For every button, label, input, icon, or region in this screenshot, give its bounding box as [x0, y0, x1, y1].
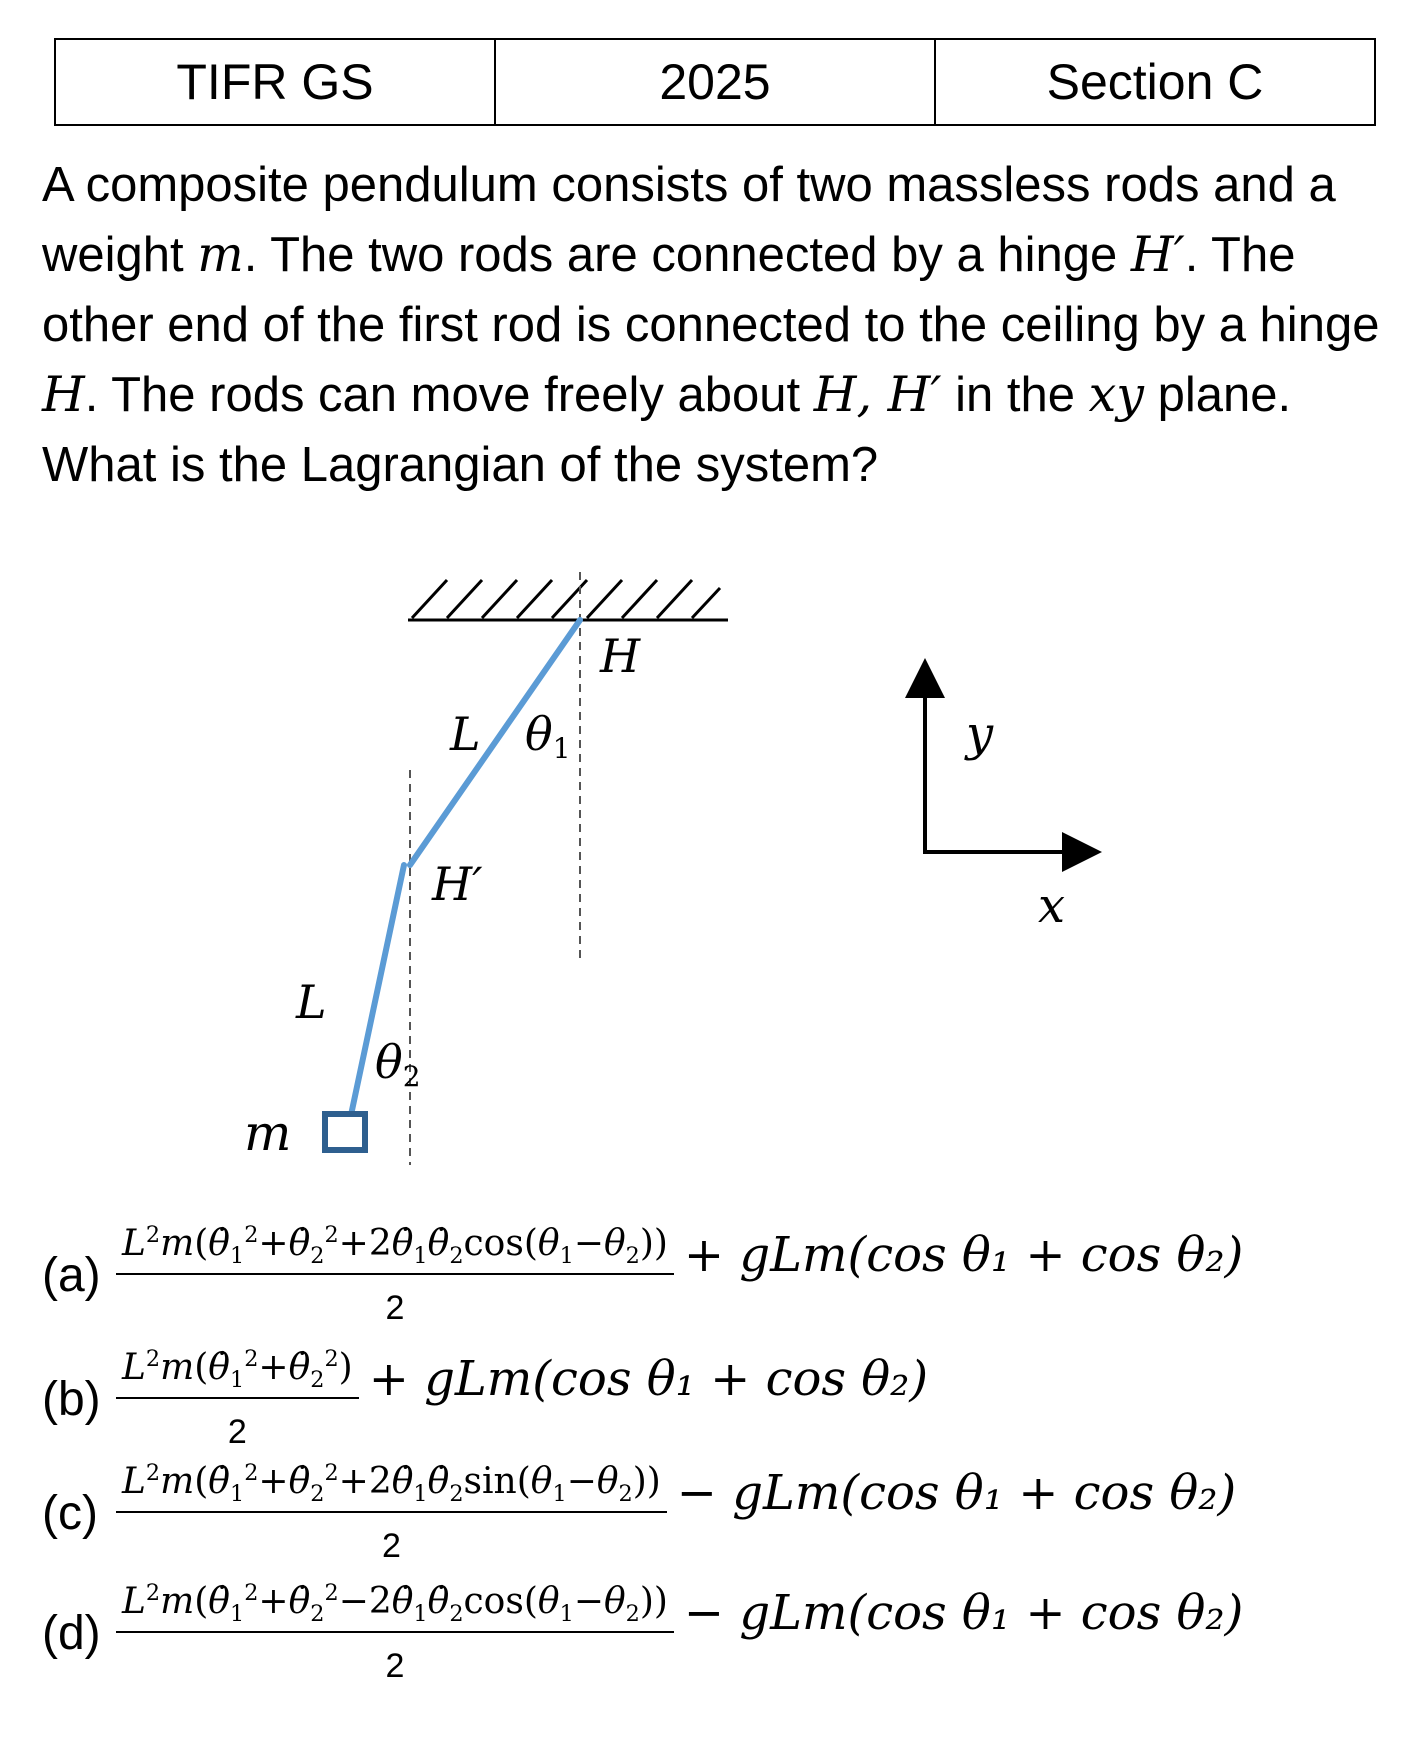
- var-xy: xy: [1088, 366, 1144, 423]
- option-b[interactable]: [42, 1346, 928, 1452]
- option-b-label: (b): [42, 1372, 101, 1426]
- header-table: [54, 38, 1376, 126]
- option-b-denominator: 2: [227, 1413, 247, 1452]
- option-c-label: (c): [42, 1486, 98, 1540]
- header-exam: TIFR GS: [56, 40, 496, 124]
- option-a[interactable]: [42, 1222, 1243, 1328]
- option-d-potential: − gLm(cos θ₁ + cos θ₂): [683, 1585, 1244, 1642]
- coordinate-axes: [923, 678, 1082, 934]
- option-a-potential: + gLm(cos θ₁ + cos θ₂): [683, 1227, 1244, 1284]
- option-a-denominator: 2: [385, 1289, 405, 1328]
- option-c[interactable]: [42, 1460, 1236, 1566]
- option-d-fraction: [116, 1580, 674, 1686]
- option-b-numerator: $L^2m(\thetȧ_1^2+\thetȧ_2^2)$: [122, 1346, 353, 1394]
- option-d-label: (d): [42, 1606, 101, 1660]
- var-h-prime: H′: [1130, 226, 1185, 283]
- option-a-label: (a): [42, 1248, 101, 1302]
- label-l2: L: [296, 975, 327, 1029]
- var-m: m: [197, 226, 244, 283]
- axis-label-x: x: [1038, 878, 1066, 934]
- mass-block: [325, 1114, 365, 1150]
- pendulum-diagram: [0, 560, 1425, 1180]
- label-m: m: [244, 1104, 292, 1162]
- axis-label-y: y: [966, 706, 994, 762]
- option-b-fraction: [116, 1346, 359, 1452]
- option-c-fraction: [116, 1460, 667, 1566]
- label-h: H: [600, 629, 641, 683]
- option-c-denominator: 2: [381, 1527, 401, 1566]
- option-d[interactable]: [42, 1580, 1243, 1686]
- label-theta1: θ1: [525, 707, 571, 765]
- header-section: Section C: [1046, 54, 1264, 110]
- header-year: 2025: [496, 40, 936, 124]
- label-theta2: θ2: [375, 1035, 421, 1093]
- label-l1: L: [450, 707, 481, 761]
- label-h-prime: H′: [432, 857, 483, 911]
- option-a-numerator: $L^2m(\thetȧ_1^2+\thetȧ_2^2+2\thetȧ_1\thetȧ_2\cos(\theta_1-\theta_2))$: [122, 1222, 668, 1270]
- option-a-fraction: [116, 1222, 674, 1328]
- option-c-numerator: $L^2m(\thetȧ_1^2+\thetȧ_2^2+2\thetȧ_1\thetȧ_2\sin(\theta_1-\theta_2))$: [122, 1460, 661, 1508]
- var-h-hprime: H, H′: [813, 366, 942, 423]
- ceiling: [408, 580, 728, 620]
- option-b-potential: + gLm(cos θ₁ + cos θ₂): [368, 1351, 929, 1408]
- question-text: A composite pendulum consists of two massless rods and a weight m. The two rods are connected by a hinge H′. The other end of the first rod is connected to the ceiling by a hinge H. The rods can move freely about H, H′ in the xy plane. What is the Lagrangian of the system?: [42, 158, 1380, 492]
- option-d-denominator: 2: [385, 1647, 405, 1686]
- option-d-numerator: $L^2m(\thetȧ_1^2+\thetȧ_2^2-2\thetȧ_1\thetȧ_2\cos(\theta_1-\theta_2))$: [122, 1580, 668, 1628]
- option-c-potential: − gLm(cos θ₁ + cos θ₂): [676, 1465, 1237, 1522]
- var-h: H: [42, 366, 85, 423]
